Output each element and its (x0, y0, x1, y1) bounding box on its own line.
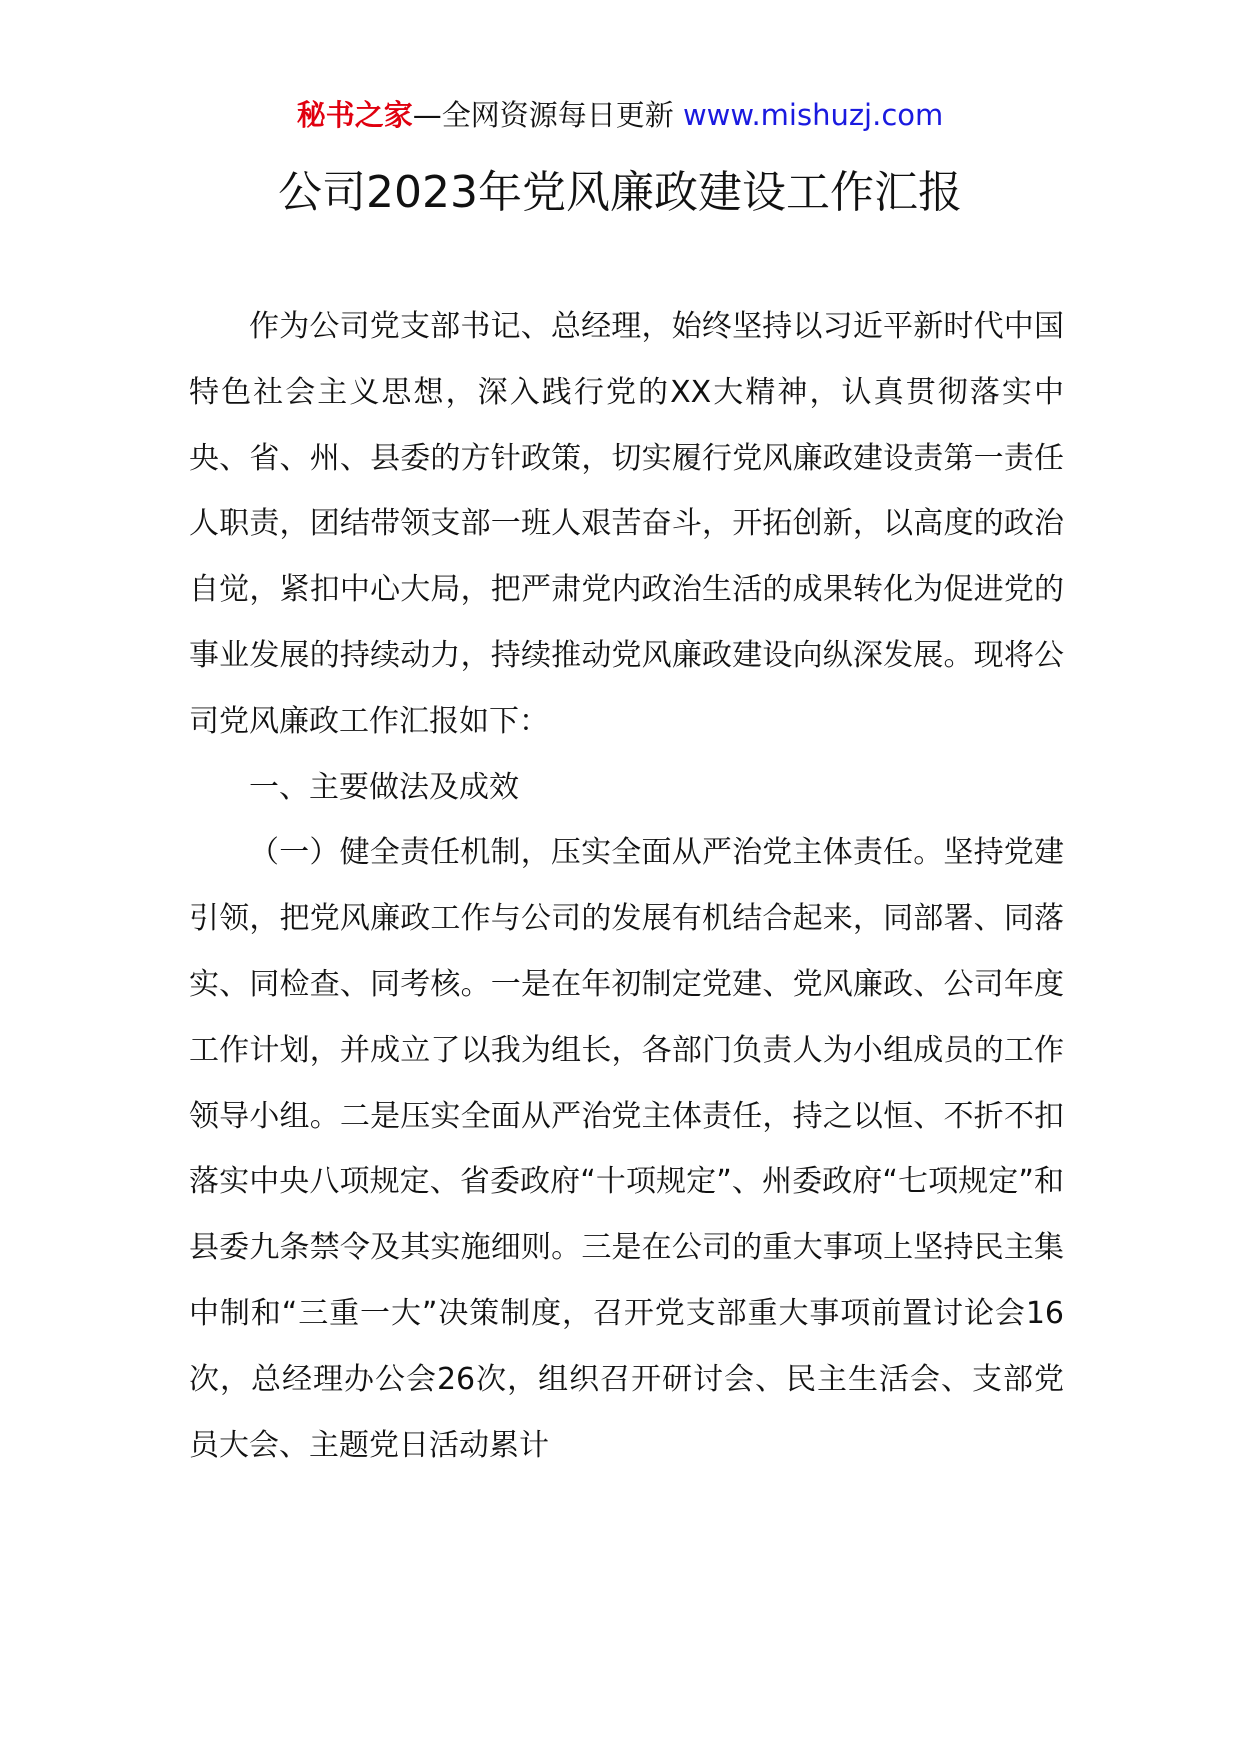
intro-paragraph: 作为公司党支部书记、总经理，始终坚持以习近平新时代中国特色社会主义思想，深入践行党的XX大精神，认真贯彻落实中央、省、州、县委的方针政策，切实履行党风廉政建设责第一责任人职责，团结带领支部一班人艰苦奋斗，开拓创新，以高度的政治自觉，紧扣中心大局，把严肃党内政治生活的成果转化为促进党的事业发展的持续动力，持续推动党风廉政建设向纵深发展。现将公司党风廉政工作汇报如下： (189, 309, 1064, 739)
section-heading: 一、主要做法及成效 (249, 769, 519, 805)
body-paragraph: （一）健全责任机制，压实全面从严治党主体责任。坚持党建引领，把党风廉政工作与公司的发展有机结合起来，同部署、同落实、同检查、同考核。一是在年初制定党建、党风廉政、公司年度工作计划，并成立了以我为组长，各部门负责人为小组成员的工作领导小组。二是压实全面从严治党主体责任，持之以恒、不折不扣落实中央八项规定、省委政府“十项规定”、州委政府“七项规定”和县委九条禁令及其实施细则。三是在公司的重大事项上坚持民主集中制和“三重一大”决策制度，召开党支部重大事项前置讨论会16次，总经理办公会26次，组织召开研讨会、民主生活会、支部党员大会、主题党日活动累计 (189, 835, 1064, 1463)
site-tagline: —全网资源每日更新 (412, 98, 674, 132)
document-body (189, 294, 1064, 1478)
site-brand-name: 秘书之家 (296, 98, 413, 132)
site-url-link[interactable]: www.mishuzj.com (682, 98, 944, 132)
site-banner (0, 95, 1240, 135)
document-title: 公司2023年党风廉政建设工作汇报 (278, 167, 962, 218)
